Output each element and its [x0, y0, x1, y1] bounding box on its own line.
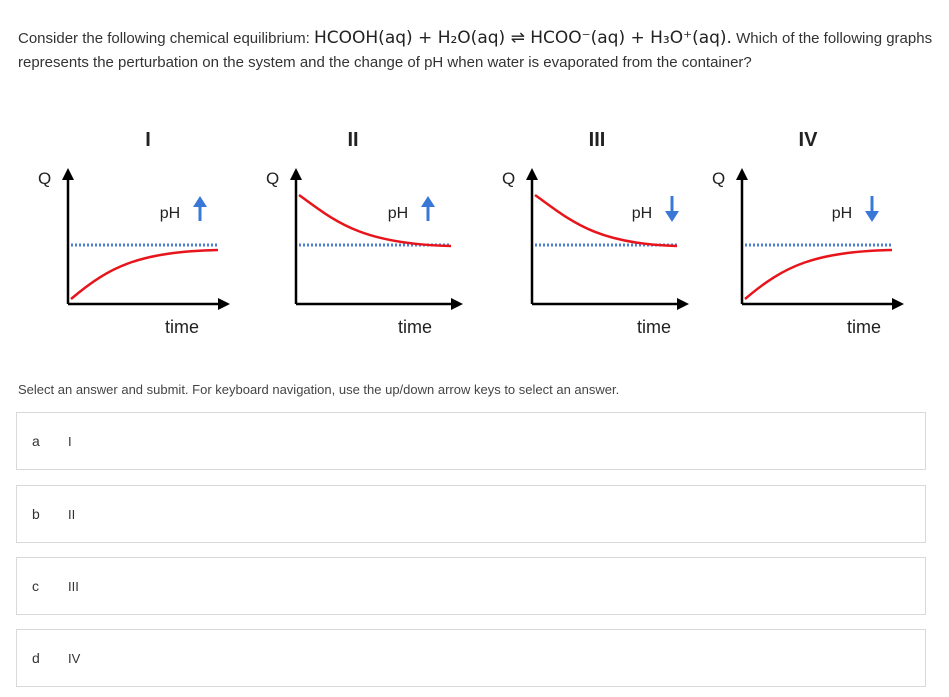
- x-axis-arrowhead: [218, 298, 230, 310]
- y-axis-arrowhead: [736, 168, 748, 180]
- option-letter: d: [32, 650, 40, 666]
- x-axis-label: time: [164, 317, 200, 337]
- y-axis-label: Q: [38, 169, 52, 188]
- option-text: III: [68, 578, 79, 594]
- x-axis-label: time: [846, 317, 882, 337]
- graph-label: I: [145, 129, 151, 151]
- x-axis-arrowhead: [892, 298, 904, 310]
- ph-label: pH: [631, 205, 653, 222]
- answer-option-c[interactable]: [16, 557, 926, 615]
- graph-II: [266, 129, 463, 337]
- x-axis-arrowhead: [451, 298, 463, 310]
- equilibrium-equation: HCOOH(aq) + H₂O(aq) ⇌ HCOO⁻(aq) + H₃O⁺(aq).: [313, 28, 732, 48]
- y-axis-arrowhead: [526, 168, 538, 180]
- y-axis-arrowhead: [62, 168, 74, 180]
- graphs-panel: [0, 110, 949, 370]
- ph-up-arrowhead: [421, 196, 435, 207]
- graph-III: [502, 129, 689, 337]
- x-axis-label: time: [397, 317, 433, 337]
- option-letter: c: [32, 578, 39, 594]
- graph-I: [38, 129, 230, 337]
- x-axis-arrowhead: [677, 298, 689, 310]
- q-curve: [71, 250, 218, 299]
- option-text: IV: [68, 650, 81, 666]
- graph-IV: [712, 129, 904, 337]
- question-prompt: Which of the following graphs represents the perturbation on the system and the change of pH when water is evaporated from the container?: [18, 30, 933, 71]
- graph-label: III: [588, 129, 606, 151]
- option-letter: a: [32, 433, 40, 449]
- ph-down-arrowhead: [665, 211, 679, 222]
- answer-instructions: Select an answer and submit. For keyboard navigation, use the up/down arrow keys to select an answer.: [18, 382, 620, 397]
- answer-option-a[interactable]: [16, 412, 926, 470]
- q-curve: [535, 195, 677, 246]
- ph-label: pH: [387, 205, 409, 222]
- y-axis-arrowhead: [290, 168, 302, 180]
- option-text: II: [68, 506, 76, 522]
- ph-down-arrowhead: [865, 211, 879, 222]
- x-axis-label: time: [636, 317, 672, 337]
- ph-label: pH: [159, 205, 181, 222]
- option-letter: b: [32, 506, 40, 522]
- ph-label: pH: [831, 205, 853, 222]
- graph-label: II: [347, 129, 359, 151]
- graphs-figure: [0, 110, 949, 370]
- q-curve: [745, 250, 892, 299]
- question-intro: Consider the following chemical equilibrium:: [18, 30, 314, 47]
- option-text: I: [68, 433, 72, 449]
- y-axis-label: Q: [712, 169, 726, 188]
- graph-label: IV: [798, 129, 818, 151]
- y-axis-label: Q: [266, 169, 280, 188]
- answer-option-b[interactable]: [16, 485, 926, 543]
- answer-option-d[interactable]: [16, 629, 926, 687]
- question-text: [18, 26, 933, 75]
- ph-up-arrowhead: [193, 196, 207, 207]
- y-axis-label: Q: [502, 169, 516, 188]
